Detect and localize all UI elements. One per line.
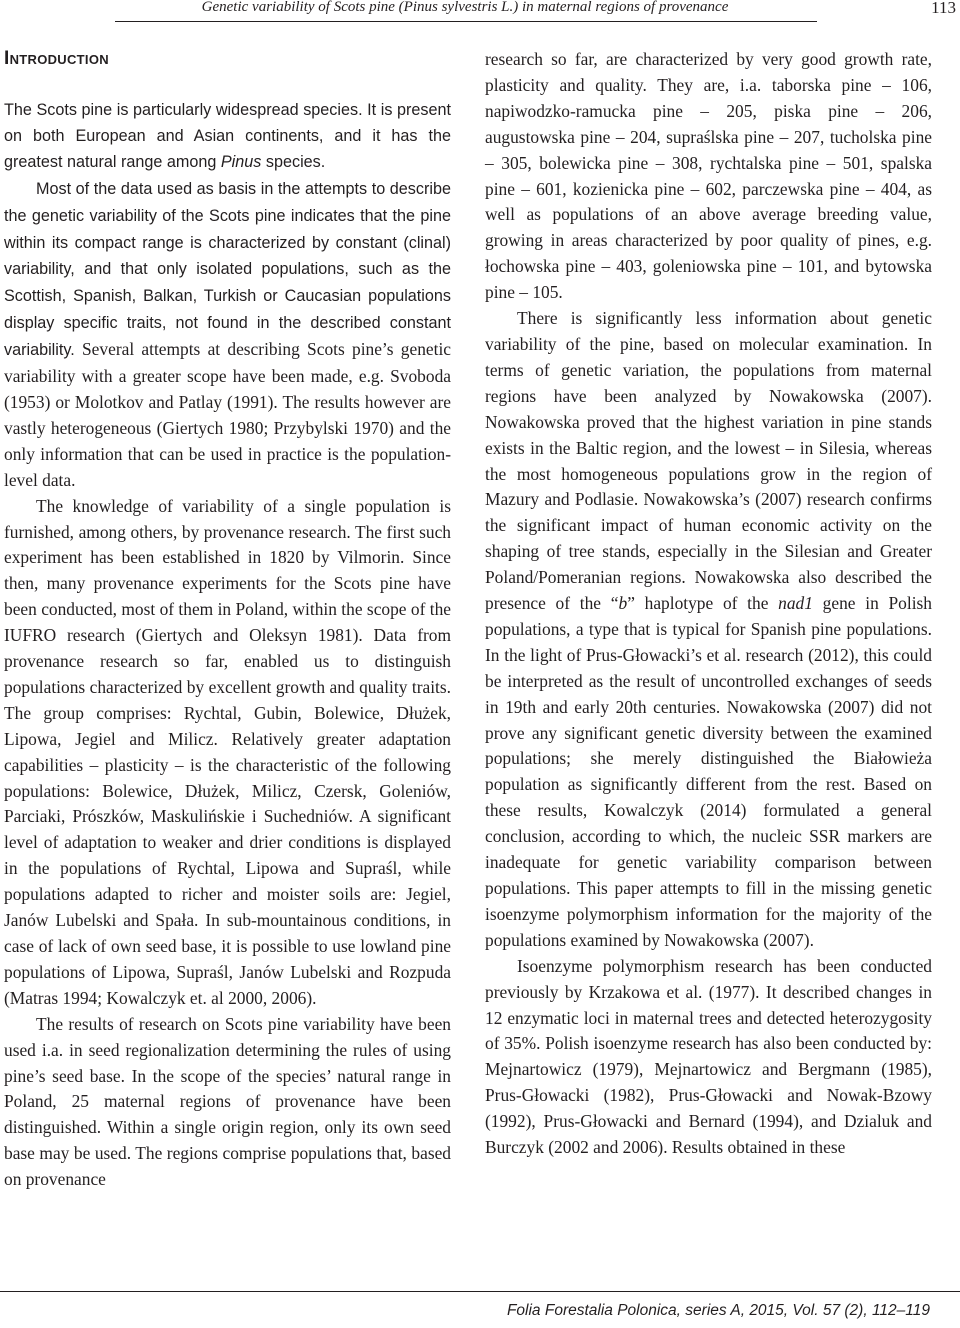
section-heading: Introduction: [4, 48, 109, 69]
text-run: The Scots pine is particularly widespread species. It is present on both European and Asian continents, and it has the greatest natural range among: [4, 101, 451, 171]
paragraph: The knowledge of variability of a single population is furnished, among others, by provenance research. The first such experiment has been established in 1820 by Vilmorin. Since then, many provenance experiments for the Scots pine have been conducted, most of them in Poland, within the scope of the IUFRO research (Giertych and Oleksyn 1981). Data from provenance research so far, enabled us to distinguish populations characterized by excellent growth and quality traits. The group comprises: Rychtal, Gubin, Bolewice, Dłużek, Lipowa, Jegiel and Milicz. Relatively greater adaptation capabilities – plasticity – is the characteristic of the following populations: Bolewice, Dłużek, Milicz, Czersk, Goleniów, Parciaki, Prószków, Maskulińskie i Suchedniów. A significant level of adaptation to weaker and drier conditions is displayed in the populations of Rychtal, Lipowa and Supraśl, while populations adapted to richer and moister soils are: Jegiel, Janów Lubelski and Spała. In sub-mountainous conditions, in case of lack of own seed base, it is possible to use lowland pine populations of Lipowa, Supraśl, Janów Lubelski and Rozpuda (Matras 1994; Kowalczyk et. al 2000, 2006).: [4, 495, 451, 1008]
text-run: ” haplotype of the: [627, 593, 779, 614]
paragraph: research so far, are characterized by very good growth rate, plasticity and quality. They are, i.a. taborska pine – 106, napiwodzko-ramucka pine – 205, piska pine – 206, augustowska pine – 204, supraślska pine – 207, tucholska pine – 305, bolewicka pine – 308, rychtalska pine – 501, spalska pine – 601, kozienicka pine – 602, parczewska pine – 404, as well as populations of an above average breeding value, growing in areas characterized by poor quality of pines, e.g. łochowska pine – 403, goleniowska pine – 101, and bytowska pine – 105.: [485, 49, 932, 303]
right-column: [485, 47, 932, 1161]
text-run: species.: [261, 152, 326, 171]
page-number: 113: [931, 0, 956, 17]
paragraph: [4, 176, 451, 494]
italic-gene: nad1: [778, 593, 813, 614]
header-rule: [115, 21, 817, 22]
paragraph: The results of research on Scots pine variability have been used i.a. in seed regionalization determining the rules of using pine’s seed base. In the scope of the species’ natural range in Poland, 25 maternal regions of provenance have been distinguished. Within a single origin region, only its own seed base may be used. The regions comprise populations that, based on provenance: [4, 1013, 451, 1190]
paragraph: [485, 306, 932, 954]
left-column: [4, 47, 451, 1193]
paragraph: [4, 98, 451, 176]
italic-haplotype: b: [618, 593, 628, 614]
running-title: Genetic variability of Scots pine (Pinus sylvestris L.) in maternal regions of provenance: [201, 0, 729, 15]
paragraph: Isoenzyme polymorphism research has been conducted previously by Krzakowa et al. (1977). It described changes in 12 enzymatic loci in maternal trees and detected heterozygosity of 35%. Polish isoenzyme research has also been conducted by: Mejnartowicz (1979), Mejnartowicz and Bergmann (1985), Prus-Głowacki (1982), Prus-Głowacki and Nowak-Bzowy (1992), Prus-Głowacki and Bernard (1994), and Dzialuk and Burczyk (2002 and 2006). Results obtained in these: [485, 955, 932, 1158]
running-header: [0, 0, 960, 30]
journal-citation: Folia Forestalia Polonica, series A, 2015, Vol. 57 (2), 112–119: [506, 1302, 930, 1319]
text-run: gene in Polish populations, a type that is typical for Spanish pine populations. In the light of Prus-Głowacki’s et al. research (2012), this could be interpreted as the result of uncontrolled exchanges of seeds in 19th and early 20th centuries. Nowakowska (2007) did not prove any significant genetic diversity between the examined populations; she merely distinguished the Białowieża population as significantly different from the rest. Based on these results, Kowalczyk (2014) formulated a general conclusion, according to which, the nucleic SSR markers are inadequate for genetic variability comparison between populations. This paper attempts to fill in the missing genetic isoenzyme polymorphism information for the majority of the populations examined by Nowakowska (2007).: [485, 593, 932, 950]
footer-rule: [0, 1291, 960, 1292]
italic-genus: Pinus: [220, 152, 262, 171]
text-run: There is significantly less information about genetic variability of the pine, based on molecular examination. In terms of genetic variation, the populations from maternal regions have been analyzed by Nowakowska (2007). Nowakowska proved that the highest variation in pine stands exists in the Baltic region, and the lowest – in Silesia, whereas the most homogeneous populations grow in the region of Mazury and Podlasie. Nowakowska’s (2007) research confirms the significant impact of human economic activity on the shaping of tree stands, especially in the Silesian and Greater Poland/Pomeranian regions. Nowakowska also described the presence of the “: [485, 308, 932, 614]
text-run: Several attempts at describing Scots pine’s genetic variability with a greater scope have been made, e.g. Svoboda (1953) or Molotkov and Patlay (1991). The results however are vastly heterogeneous (Giertych 1980; Przybylski 1970) and the only information that can be used in practice is the population-level data.: [4, 339, 451, 490]
text-run: Most of the data used as basis in the attempts to describe the genetic variability of the Scots pine indicates that the pine within its compact range is characterized by constant (clinal) variability, and that only isolated populations, such as the Scottish, Spanish, Balkan, Turkish or Caucasian populations display specific traits, not found in the described constant variability.: [4, 179, 451, 360]
